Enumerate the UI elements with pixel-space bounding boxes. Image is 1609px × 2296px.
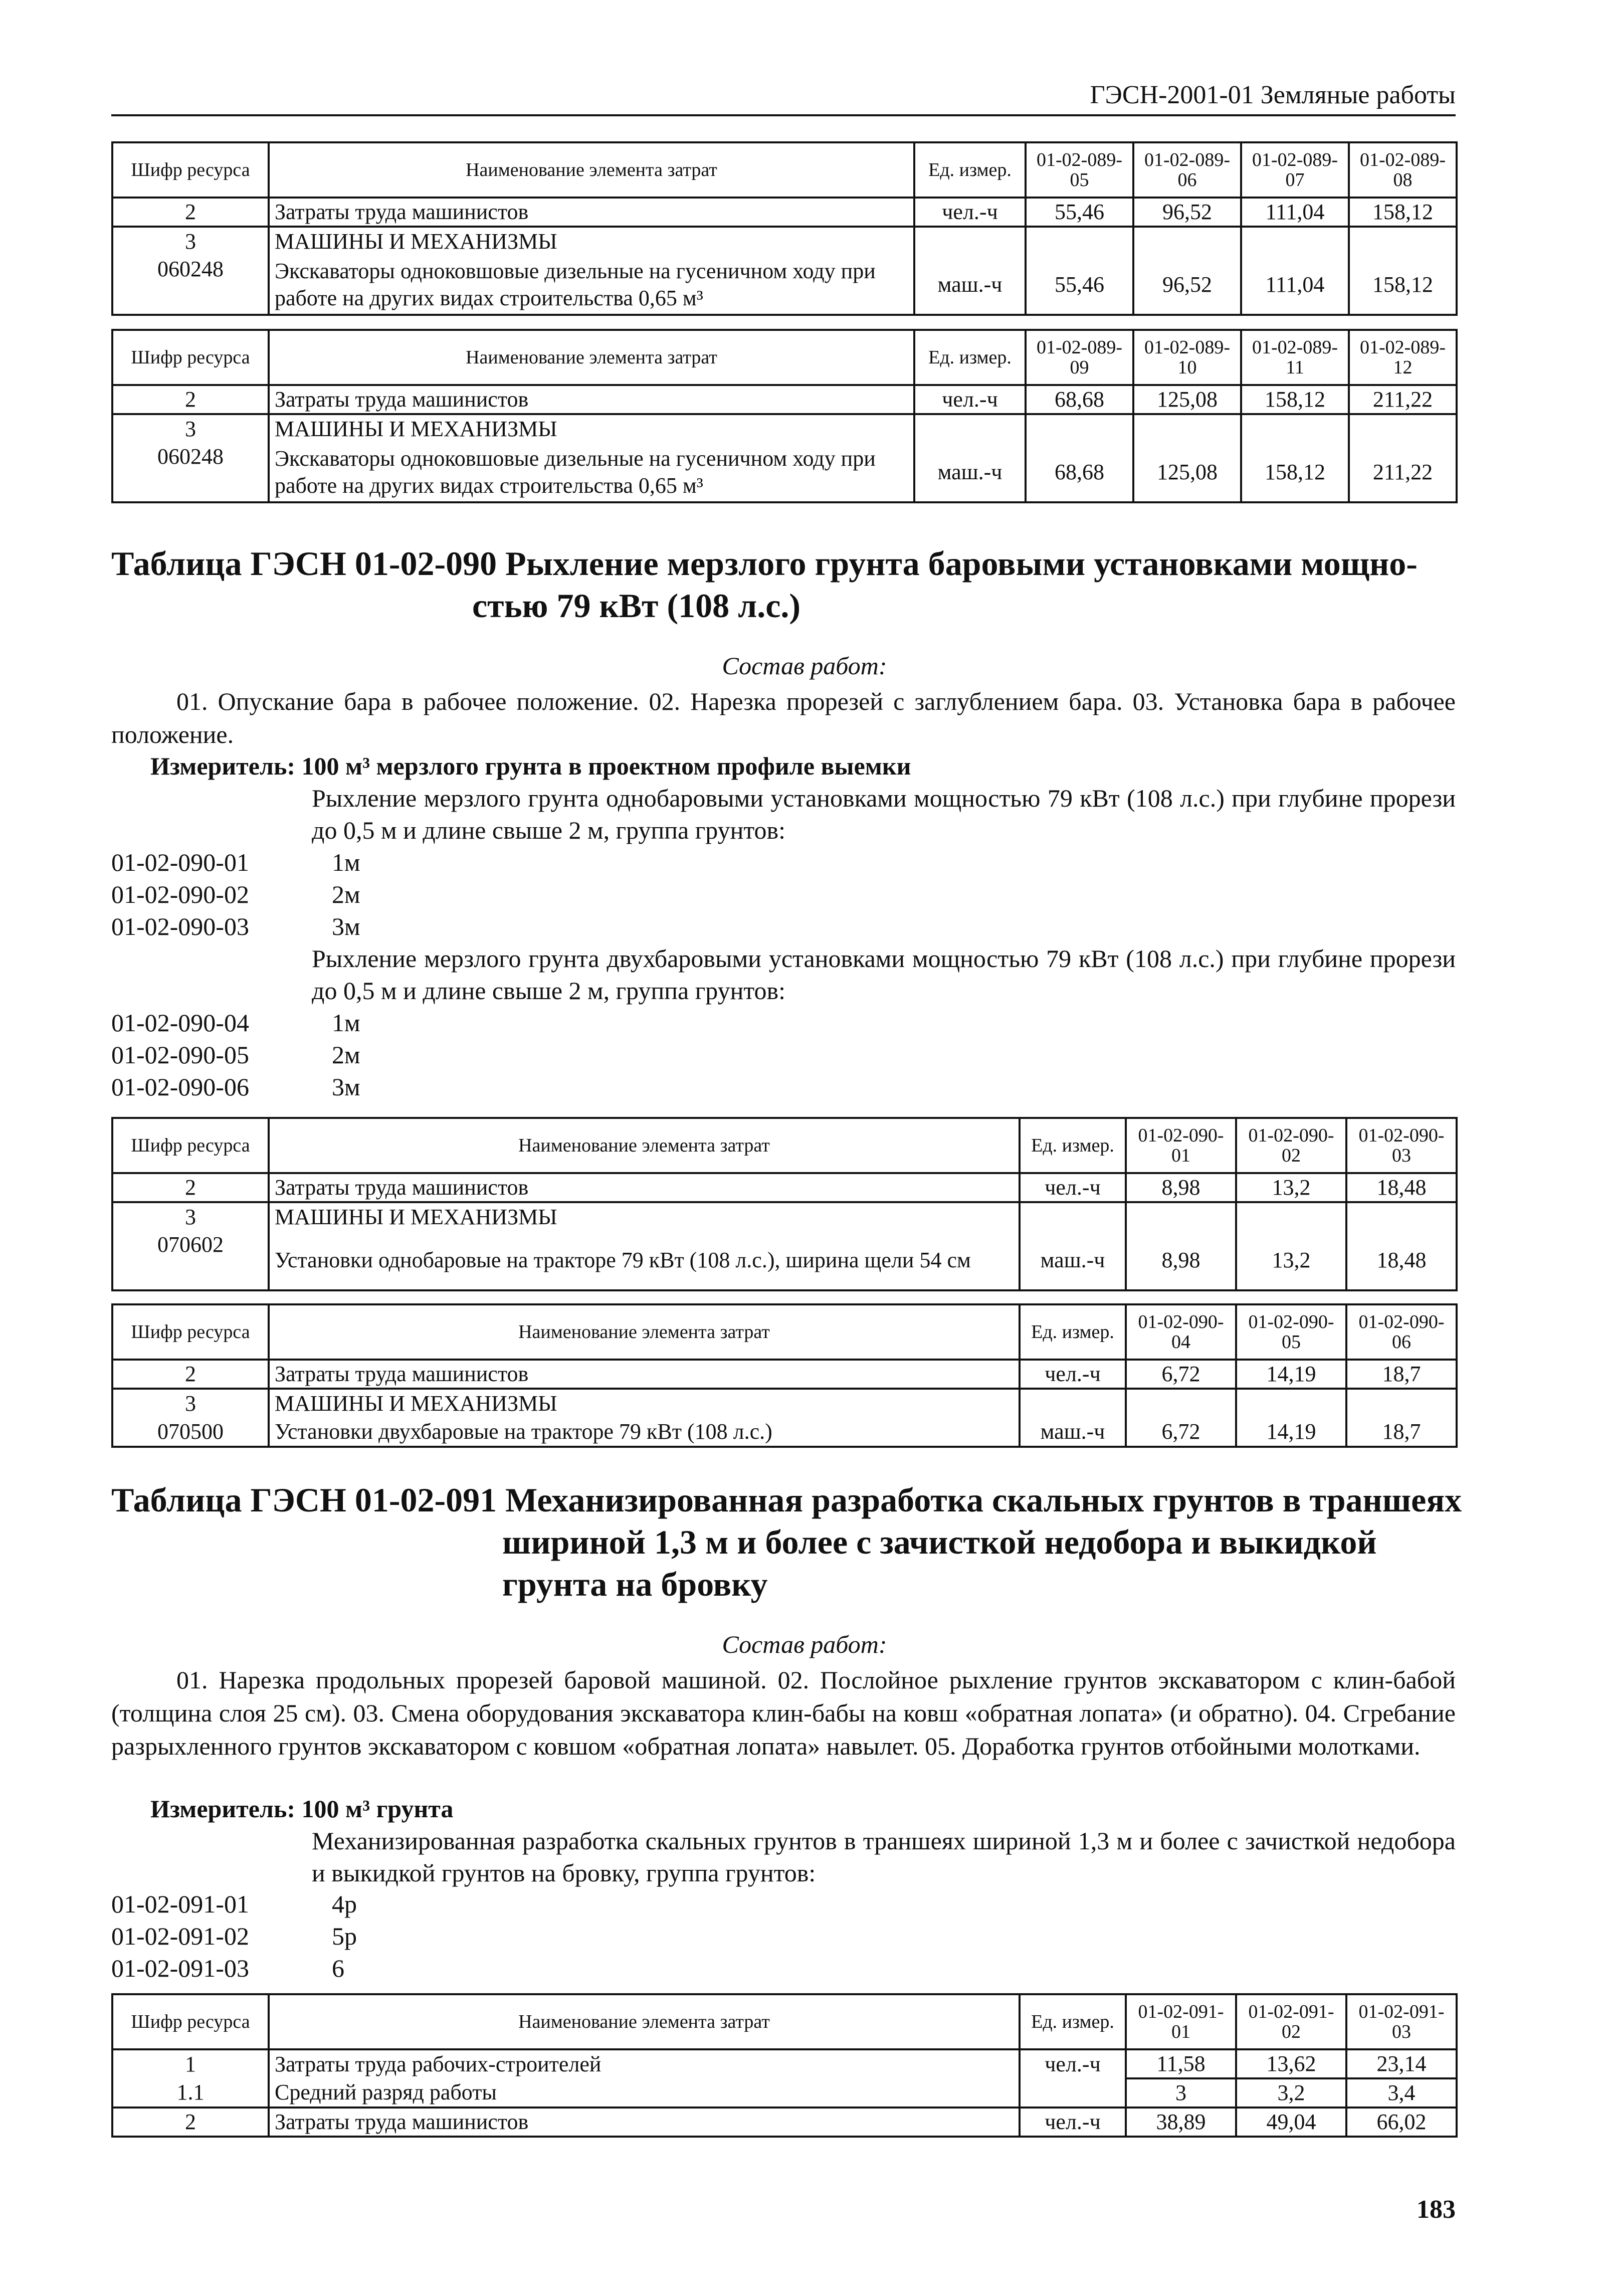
cell-value: 14,19: [1236, 1418, 1346, 1447]
cell-value: 8,98: [1126, 1231, 1236, 1290]
norm-value: 6: [332, 1954, 344, 1982]
cell-name: Экскаваторы одноковшовые дизельные на гусеничном ходу при работе на других видах строительства 0,65 м³: [269, 443, 914, 502]
norm-code: 01-02-090-01: [111, 848, 249, 876]
resource-table-089-05-08: [111, 141, 1458, 316]
cell-value: 158,12: [1349, 198, 1457, 227]
cell-empty: [1346, 1202, 1457, 1231]
col-header-norm: 01-02-089-05: [1026, 142, 1133, 198]
cell-unit: маш.-ч: [914, 443, 1026, 502]
cell-value: 3,2: [1236, 2078, 1346, 2108]
works-description: [111, 1663, 1456, 1763]
cell-name: Затраты труда рабочих-строителей: [269, 2049, 1020, 2078]
table-row: [112, 1389, 1457, 1418]
col-header-norm: 01-02-091-03: [1346, 1994, 1457, 2049]
cell-name: Затраты труда машинистов: [269, 1360, 1020, 1389]
cell-name: Средний разряд работы: [269, 2078, 1020, 2108]
section-title-line: Таблица ГЭСН 01-02-090 Рыхление мерзлого грунта баровыми установками мощно-: [111, 544, 1418, 583]
cell-code: 070602: [112, 1231, 269, 1290]
col-header-unit: Ед. измер.: [1020, 1118, 1126, 1173]
cell-value: 96,52: [1133, 198, 1241, 227]
works-label: Состав работ:: [722, 1630, 887, 1658]
cell-value: 211,22: [1349, 385, 1457, 414]
section-title-line: шириной 1,3 м и более с зачисткой недобора и выкидкой: [502, 1523, 1377, 1561]
cell-empty: [1026, 414, 1133, 443]
table-header-row: [112, 1994, 1457, 2049]
cell-name: Затраты труда машинистов: [269, 198, 914, 227]
cell-value: 18,48: [1346, 1231, 1457, 1290]
norm-code: 01-02-090-03: [111, 912, 249, 940]
cell-name: Установки двухбаровые на тракторе 79 кВт (108 л.с.): [269, 1418, 1020, 1447]
cell-value: 8,98: [1126, 1173, 1236, 1202]
col-header-code: Шифр ресурса: [112, 330, 269, 385]
col-header-code: Шифр ресурса: [112, 142, 269, 198]
cell-code: 2: [112, 1173, 269, 1202]
cell-empty: [1236, 1202, 1346, 1231]
cell-code: 3: [112, 1389, 269, 1418]
table-row: [112, 1418, 1457, 1447]
works-description: [111, 685, 1456, 751]
col-header-norm: 01-02-090-01: [1126, 1118, 1236, 1173]
cell-empty: [1349, 227, 1457, 256]
col-header-norm: 01-02-090-02: [1236, 1118, 1346, 1173]
table-row: [112, 2108, 1457, 2137]
cell-value: 14,19: [1236, 1360, 1346, 1389]
table-row: [112, 1202, 1457, 1231]
cell-empty: [1126, 1389, 1236, 1418]
norm-value: 2м: [332, 880, 360, 908]
norm-code: 01-02-091-01: [111, 1890, 249, 1918]
cell-empty: [914, 227, 1026, 256]
norm-value: 5р: [332, 1922, 357, 1950]
table-header-row: [112, 1118, 1457, 1173]
cell-unit: маш.-ч: [1020, 1231, 1126, 1290]
norm-description: Рыхление мерзлого грунта однобаровыми установками мощностью 79 кВт (108 л.с.) при глубине прорези до 0,5 м и длине свыше 2 м, группа грунтов:: [312, 784, 1456, 844]
norm-value: 1м: [332, 1009, 360, 1037]
cell-code: 3: [112, 227, 269, 256]
col-header-norm: 01-02-090-06: [1346, 1304, 1457, 1360]
cell-section-heading: МАШИНЫ И МЕХАНИЗМЫ: [269, 1389, 1020, 1418]
table-row: [112, 2049, 1457, 2078]
cell-value: 3,4: [1346, 2078, 1457, 2108]
resource-table-089-09-12: [111, 329, 1458, 503]
cell-empty: [1346, 1389, 1457, 1418]
norm-code: 01-02-090-06: [111, 1073, 249, 1101]
col-header-unit: Ед. измер.: [914, 330, 1026, 385]
cell-name: Затраты труда машинистов: [269, 385, 914, 414]
cell-value: 6,72: [1126, 1418, 1236, 1447]
cell-empty: [1126, 1202, 1236, 1231]
cell-code: 070500: [112, 1418, 269, 1447]
works-text: 01. Нарезка продольных прорезей баровой машиной. 02. Послойное рыхление грунтов экскаватором с клин-бабой (толщина слоя 25 см). 03. Смена оборудования экскаватора клин-бабы на ковш «обратная лопата» (и обратно). 04. Сгребание разрыхленного грунтов экскаватором с ковшом «обратная лопата» навылет. 05. Доработка грунтов отбойными молотками.: [111, 1666, 1456, 1760]
cell-code: 3: [112, 414, 269, 443]
section-title-line: стью 79 кВт (108 л.с.): [472, 587, 801, 625]
col-header-code: Шифр ресурса: [112, 1994, 269, 2049]
cell-value: 49,04: [1236, 2108, 1346, 2137]
cell-value: 13,2: [1236, 1231, 1346, 1290]
norm-value: 1м: [332, 848, 360, 876]
table-row: [112, 198, 1457, 227]
table-row: [112, 2078, 1457, 2108]
cell-value: 55,46: [1026, 256, 1133, 315]
cell-value: 11,58: [1126, 2049, 1236, 2078]
table-row: [112, 227, 1457, 256]
resource-table-091-01-03: [111, 1993, 1458, 2138]
col-header-code: Шифр ресурса: [112, 1118, 269, 1173]
cell-empty: [1133, 414, 1241, 443]
cell-value: 68,68: [1026, 385, 1133, 414]
cell-value: 111,04: [1241, 256, 1349, 315]
col-header-name: Наименование элемента затрат: [269, 1118, 1020, 1173]
works-label: Состав работ:: [722, 652, 887, 680]
cell-empty: [1349, 414, 1457, 443]
cell-unit: чел.-ч: [1020, 1360, 1126, 1389]
cell-value: 3: [1126, 2078, 1236, 2108]
col-header-unit: Ед. измер.: [1020, 1304, 1126, 1360]
cell-code: 060248: [112, 443, 269, 502]
col-header-unit: Ед. измер.: [914, 142, 1026, 198]
norm-description: Рыхление мерзлого грунта двухбаровыми установками мощностью 79 кВт (108 л.с.) при глубине прорези до 0,5 м и длине свыше 2 м, группа грунтов:: [312, 944, 1456, 1005]
cell-code: 3: [112, 1202, 269, 1231]
norm-code: 01-02-090-02: [111, 880, 249, 908]
table-row: [112, 443, 1457, 502]
norm-value: 4р: [332, 1890, 357, 1918]
cell-value: 13,2: [1236, 1173, 1346, 1202]
cell-value: 158,12: [1241, 385, 1349, 414]
col-header-norm: 01-02-089-08: [1349, 142, 1457, 198]
cell-value: 96,52: [1133, 256, 1241, 315]
cell-unit: чел.-ч: [914, 198, 1026, 227]
norm-code: 01-02-090-04: [111, 1009, 249, 1037]
cell-code: 2: [112, 2108, 269, 2137]
col-header-name: Наименование элемента затрат: [269, 1994, 1020, 2049]
cell-empty: [914, 414, 1026, 443]
cell-unit: чел.-ч: [1020, 2049, 1126, 2078]
cell-name: Затраты труда машинистов: [269, 1173, 1020, 1202]
cell-section-heading: МАШИНЫ И МЕХАНИЗМЫ: [269, 414, 914, 443]
col-header-norm: 01-02-089-10: [1133, 330, 1241, 385]
col-header-norm: 01-02-091-01: [1126, 1994, 1236, 2049]
col-header-norm: 01-02-089-07: [1241, 142, 1349, 198]
col-header-norm: 01-02-091-02: [1236, 1994, 1346, 2049]
measure-unit: Измеритель: 100 м³ грунта: [150, 1795, 454, 1823]
cell-value: 55,46: [1026, 198, 1133, 227]
cell-name: Экскаваторы одноковшовые дизельные на гусеничном ходу при работе на других видах строительства 0,65 м³: [269, 256, 914, 315]
table-row: [112, 385, 1457, 414]
col-header-name: Наименование элемента затрат: [269, 142, 914, 198]
col-header-norm: 01-02-089-12: [1349, 330, 1457, 385]
col-header-unit: Ед. измер.: [1020, 1994, 1126, 2049]
section-title-091: [111, 1479, 1465, 1605]
table-row: [112, 256, 1457, 315]
cell-unit: чел.-ч: [1020, 1173, 1126, 1202]
col-header-norm: 01-02-090-03: [1346, 1118, 1457, 1173]
cell-value: 158,12: [1241, 443, 1349, 502]
cell-value: 68,68: [1026, 443, 1133, 502]
resource-table-090-01-03: [111, 1117, 1458, 1291]
cell-value: 13,62: [1236, 2049, 1346, 2078]
col-header-name: Наименование элемента затрат: [269, 330, 914, 385]
section-title-line: грунта на бровку: [502, 1565, 768, 1603]
table-header-row: [112, 330, 1457, 385]
cell-empty: [1020, 1389, 1126, 1418]
norm-code: 01-02-091-03: [111, 1954, 249, 1982]
cell-code: 2: [112, 198, 269, 227]
table-header-row: [112, 1304, 1457, 1360]
measure-unit: Измеритель: 100 м³ мерзлого грунта в проектном профиле выемки: [150, 752, 911, 780]
cell-value: 111,04: [1241, 198, 1349, 227]
cell-section-heading: МАШИНЫ И МЕХАНИЗМЫ: [269, 1202, 1020, 1231]
resource-table-090-04-06: [111, 1303, 1458, 1448]
norm-value: 3м: [332, 1073, 360, 1101]
col-header-norm: 01-02-089-11: [1241, 330, 1349, 385]
cell-empty: [1026, 227, 1133, 256]
cell-value: 18,7: [1346, 1418, 1457, 1447]
cell-empty: [1241, 227, 1349, 256]
cell-value: 18,7: [1346, 1360, 1457, 1389]
col-header-name: Наименование элемента затрат: [269, 1304, 1020, 1360]
norm-code: 01-02-091-02: [111, 1922, 249, 1950]
norm-value: 2м: [332, 1041, 360, 1069]
running-head: ГЭСН-2001-01 Земляные работы: [1090, 81, 1456, 109]
cell-value: 23,14: [1346, 2049, 1457, 2078]
col-header-norm: 01-02-089-09: [1026, 330, 1133, 385]
cell-code: 060248: [112, 256, 269, 315]
table-row: [112, 414, 1457, 443]
table-row: [112, 1360, 1457, 1389]
cell-code: 1.1: [112, 2078, 269, 2108]
table-header-row: [112, 142, 1457, 198]
section-title-line: Таблица ГЭСН 01-02-091 Механизированная разработка скальных грунтов в траншеях: [111, 1481, 1462, 1519]
cell-value: 38,89: [1126, 2108, 1236, 2137]
cell-value: 125,08: [1133, 385, 1241, 414]
table-row: [112, 1231, 1457, 1290]
cell-code: 1: [112, 2049, 269, 2078]
page-number: 183: [1417, 2195, 1456, 2224]
col-header-norm: 01-02-090-05: [1236, 1304, 1346, 1360]
cell-value: 125,08: [1133, 443, 1241, 502]
cell-unit: чел.-ч: [914, 385, 1026, 414]
cell-value: 211,22: [1349, 443, 1457, 502]
cell-section-heading: МАШИНЫ И МЕХАНИЗМЫ: [269, 227, 914, 256]
col-header-code: Шифр ресурса: [112, 1304, 269, 1360]
cell-code: 2: [112, 385, 269, 414]
cell-unit: маш.-ч: [914, 256, 1026, 315]
cell-empty: [1241, 414, 1349, 443]
table-row: [112, 1173, 1457, 1202]
cell-empty: [1236, 1389, 1346, 1418]
cell-name: Установки однобаровые на тракторе 79 кВт (108 л.с.), ширина щели 54 см: [269, 1231, 1020, 1290]
norm-value: 3м: [332, 912, 360, 940]
cell-unit: [1020, 2078, 1126, 2108]
cell-value: 158,12: [1349, 256, 1457, 315]
norm-description: Механизированная разработка скальных грунтов в траншеях шириной 1,3 м и более с зачисткой недобора и выкидкой грунтов на бровку, группа грунтов:: [312, 1827, 1456, 1887]
col-header-norm: 01-02-090-04: [1126, 1304, 1236, 1360]
cell-code: 2: [112, 1360, 269, 1389]
cell-name: Затраты труда машинистов: [269, 2108, 1020, 2137]
section-title-090: [111, 542, 1465, 627]
cell-value: 66,02: [1346, 2108, 1457, 2137]
cell-unit: чел.-ч: [1020, 2108, 1126, 2137]
norm-code: 01-02-090-05: [111, 1041, 249, 1069]
col-header-norm: 01-02-089-06: [1133, 142, 1241, 198]
cell-empty: [1133, 227, 1241, 256]
works-text: 01. Опускание бара в рабочее положение. 02. Нарезка прорезей с заглублением бара. 03. Установка бара в рабочее положение.: [111, 687, 1456, 748]
cell-empty: [1020, 1202, 1126, 1231]
cell-unit: маш.-ч: [1020, 1418, 1126, 1447]
cell-value: 6,72: [1126, 1360, 1236, 1389]
cell-value: 18,48: [1346, 1173, 1457, 1202]
header-rule: [111, 114, 1456, 116]
